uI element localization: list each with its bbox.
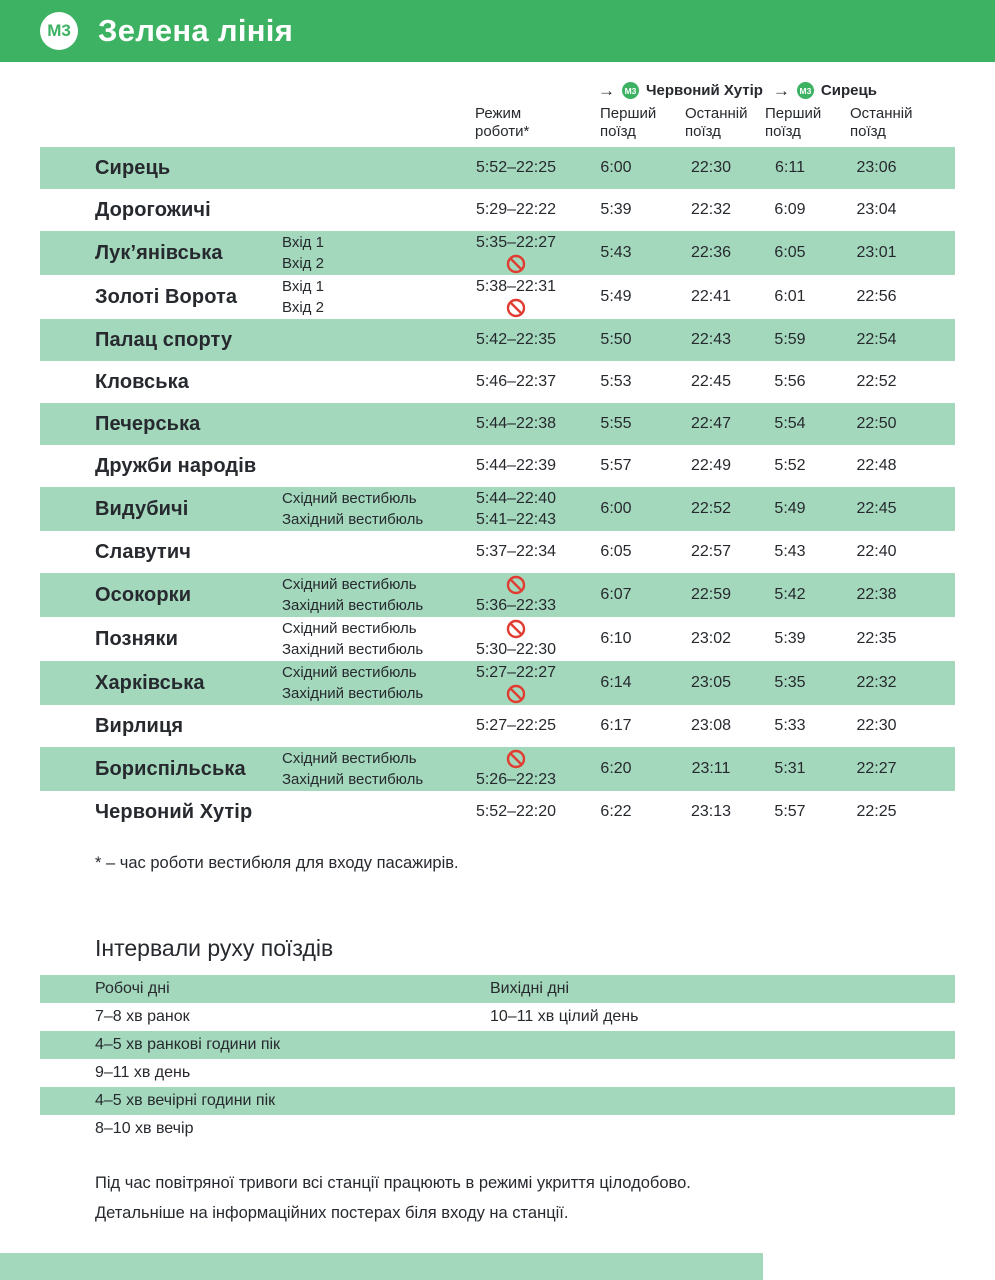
first-train-1: 6:22 (600, 803, 632, 820)
last-train-2: 22:40 (856, 543, 897, 560)
table-row-pozniaky (40, 617, 955, 661)
intervals-col1-header: Робочі дні (95, 980, 170, 997)
col-header-first-train-2: Перший поїзд (765, 105, 822, 140)
last-train-1: 23:11 (691, 760, 731, 777)
last-train-2: 22:32 (856, 674, 897, 691)
no-entry-icon (506, 684, 526, 704)
mode-hours: 5:52–22:20 (475, 803, 557, 820)
entry-label: Західний вестибюль (282, 685, 424, 702)
intervals-row: 9–11 хв день (95, 1064, 191, 1081)
entry-label: Західний вестибюль (282, 641, 424, 658)
footnote: * – час роботи вестибюля для входу пасажирів. (95, 854, 459, 872)
first-train-1: 6:14 (600, 674, 632, 691)
first-train-2: 6:09 (774, 201, 806, 218)
last-train-1: 23:13 (690, 803, 732, 820)
m3-badge-icon: M3 (622, 82, 639, 99)
entry-label: Східний вестибюль (282, 620, 417, 637)
notice-line: Детальніше на інформаційних постерах біля входу на станції. (95, 1204, 569, 1222)
station-name: Лук’янівська (95, 241, 223, 264)
entry-label: Східний вестибюль (282, 664, 417, 681)
first-train-1: 6:10 (600, 630, 632, 647)
station-name: Червоний Хутір (95, 800, 253, 823)
last-train-1: 22:32 (690, 201, 732, 218)
first-train-2: 6:05 (774, 244, 806, 261)
last-train-1: 22:45 (690, 373, 732, 390)
no-entry-icon (506, 575, 526, 595)
entry-label: Східний вестибюль (282, 576, 417, 593)
last-train-1: 22:49 (690, 457, 732, 474)
mode-hours (470, 618, 562, 639)
first-train-1: 5:39 (600, 201, 632, 218)
table-row-klovska (40, 361, 955, 403)
m3-line-badge-icon: M3 (40, 12, 78, 50)
table-row-dorohozhychi (40, 189, 955, 231)
mode-hours: 5:35–22:27 (475, 234, 557, 251)
first-train-1: 5:57 (600, 457, 632, 474)
mode-hours: 5:52–22:25 (475, 159, 557, 176)
station-name: Бориспільська (95, 757, 246, 780)
station-name: Харківська (95, 671, 205, 694)
mode-hours: 5:30–22:30 (475, 641, 557, 658)
mode-hours: 5:27–22:27 (475, 664, 557, 681)
entry-label: Вхід 1 (282, 234, 324, 251)
no-entry-icon (506, 749, 526, 769)
mode-hours: 5:36–22:33 (475, 597, 557, 614)
intervals-header-row (40, 975, 955, 1003)
direction-terminus: Червоний Хутір (646, 82, 763, 99)
table-row-chervonyi-khutir (40, 791, 955, 833)
mode-hours: 5:41–22:43 (475, 511, 557, 528)
last-train-1: 22:57 (690, 543, 732, 560)
last-train-2: 22:38 (856, 586, 897, 603)
table-row-vydubychi (40, 487, 955, 531)
mode-hours: 5:26–22:23 (475, 771, 557, 788)
mode-hours: 5:46–22:37 (475, 373, 557, 390)
arrow-right-icon: → (772, 81, 790, 100)
first-train-2: 5:54 (774, 415, 806, 432)
station-name: Видубичі (95, 497, 189, 520)
table-row-boryspilska (40, 747, 955, 791)
last-train-1: 22:41 (690, 288, 732, 305)
first-train-2: 5:33 (774, 717, 806, 734)
last-train-2: 22:54 (856, 331, 897, 348)
no-entry-icon (506, 298, 526, 318)
first-train-2: 5:49 (774, 500, 806, 517)
last-train-2: 23:01 (856, 244, 897, 261)
direction-1 (598, 82, 763, 99)
no-entry-icon (506, 619, 526, 639)
col-header-last-train-2: Останній поїзд (850, 105, 913, 140)
last-train-2: 23:04 (856, 201, 897, 218)
first-train-2: 5:31 (774, 760, 806, 777)
timetable (40, 147, 955, 833)
table-row-slavutych (40, 531, 955, 573)
last-train-1: 22:43 (690, 331, 732, 348)
first-train-2: 5:42 (774, 586, 806, 603)
first-train-1: 6:00 (600, 159, 632, 176)
entry-label: Західний вестибюль (282, 511, 424, 528)
station-name: Дорогожичі (95, 198, 211, 221)
first-train-2: 6:01 (774, 288, 806, 305)
last-train-2: 22:30 (856, 717, 897, 734)
mode-hours: 5:38–22:31 (475, 278, 557, 295)
first-train-2: 5:43 (774, 543, 806, 560)
table-row-kharkivska (40, 661, 955, 705)
content (0, 80, 995, 1228)
table-row-druzhby-narodiv (40, 445, 955, 487)
last-train-1: 22:59 (690, 586, 732, 603)
last-train-2: 22:25 (856, 803, 897, 820)
first-train-1: 5:50 (600, 331, 632, 348)
mode-hours (470, 748, 562, 769)
direction-2 (773, 82, 877, 99)
mode-hours: 5:44–22:39 (475, 457, 557, 474)
mode-hours: 5:42–22:35 (475, 331, 557, 348)
arrow-right-icon: → (598, 81, 615, 100)
last-train-1: 22:30 (690, 159, 732, 176)
table-row-osokorky (40, 573, 955, 617)
first-train-1: 6:00 (600, 500, 632, 517)
last-train-2: 22:52 (856, 373, 897, 390)
first-train-2: 5:52 (774, 457, 806, 474)
first-train-2: 5:59 (774, 331, 806, 348)
last-train-2: 22:48 (856, 457, 897, 474)
first-train-1: 5:53 (600, 373, 632, 390)
station-name: Палац спорту (95, 328, 233, 351)
entry-label: Східний вестибюль (282, 490, 417, 507)
last-train-2: 22:56 (856, 288, 897, 305)
mode-hours: 5:44–22:38 (475, 415, 557, 432)
no-entry-icon (506, 254, 526, 274)
intervals-row: 4–5 хв ранкові години пік (40, 1031, 955, 1059)
entry-label: Східний вестибюль (282, 750, 417, 767)
first-train-2: 5:56 (774, 373, 806, 390)
station-name: Вирлиця (95, 714, 184, 737)
intervals-col2-header: Вихідні дні (490, 980, 570, 997)
last-train-2: 22:35 (856, 630, 897, 647)
entry-label: Вхід 2 (282, 299, 324, 316)
footer-bar (0, 1253, 763, 1280)
mode-hours: 5:44–22:40 (475, 490, 557, 507)
mode-hours: 5:27–22:25 (475, 717, 557, 734)
last-train-1: 22:36 (690, 244, 732, 261)
mode-hours (470, 683, 562, 704)
station-name: Сирець (95, 156, 171, 179)
last-train-1: 23:02 (690, 630, 732, 647)
last-train-1: 23:08 (690, 717, 732, 734)
notice-line: Під час повітряної тривоги всі станції працюють в режимі укриття цілодобово. (95, 1174, 691, 1192)
station-name: Золоті Ворота (95, 285, 238, 308)
col-header-mode: Режим роботи* (475, 105, 530, 140)
table-row-vyrlytsia (40, 705, 955, 747)
table-row-pecherska (40, 403, 955, 445)
table-row-syrets (40, 147, 955, 189)
station-name: Славутич (95, 540, 191, 563)
column-headers (40, 105, 955, 147)
last-train-1: 22:47 (690, 415, 732, 432)
last-train-1: 22:52 (690, 500, 732, 517)
first-train-1: 5:43 (600, 244, 632, 261)
first-train-1: 6:17 (600, 717, 632, 734)
intervals-table (40, 975, 955, 1143)
table-row-palats-sportu (40, 319, 955, 361)
intervals-title: Інтервали руху поїздів (95, 935, 334, 961)
first-train-1: 6:20 (600, 760, 632, 777)
col-header-first-train-1: Перший поїзд (600, 105, 657, 140)
mode-hours: 5:37–22:34 (475, 543, 557, 560)
intervals-row: 4–5 хв вечірні години пік (40, 1087, 955, 1115)
first-train-1: 5:49 (600, 288, 632, 305)
first-train-2: 5:35 (774, 674, 806, 691)
entry-label: Західний вестибюль (282, 771, 424, 788)
first-train-1: 6:05 (600, 543, 632, 560)
station-name: Печерська (95, 412, 201, 435)
last-train-2: 22:50 (856, 415, 897, 432)
table-row-lukianivska (40, 231, 955, 275)
entry-label: Вхід 1 (282, 278, 324, 295)
m3-badge-icon: M3 (797, 82, 814, 99)
last-train-2: 23:06 (856, 159, 897, 176)
line-header (0, 0, 995, 62)
direction-terminus: Сирець (820, 82, 877, 99)
first-train-1: 5:55 (600, 415, 632, 432)
station-name: Осокорки (95, 583, 192, 606)
first-train-2: 5:39 (774, 630, 806, 647)
intervals-row: 8–10 хв вечір (95, 1120, 194, 1137)
last-train-1: 23:05 (690, 674, 732, 691)
page-title: Зелена лінія (98, 13, 294, 48)
station-name: Позняки (95, 627, 179, 650)
station-name: Дружби народів (95, 454, 257, 477)
last-train-2: 22:27 (856, 760, 897, 777)
station-name: Кловська (95, 370, 190, 393)
first-train-2: 5:57 (774, 803, 806, 820)
col-header-last-train-1: Останній поїзд (685, 105, 748, 140)
mode-hours (470, 253, 562, 274)
mode-hours: 5:29–22:22 (475, 201, 557, 218)
air-raid-notice (40, 1168, 955, 1228)
intervals-row: 7–8 хв ранок 10–11 хв цілий день (95, 1008, 639, 1025)
table-row-zoloti-vorota (40, 275, 955, 319)
last-train-2: 22:45 (856, 500, 897, 517)
entry-label: Вхід 2 (282, 255, 324, 272)
first-train-2: 6:11 (775, 159, 805, 176)
first-train-1: 6:07 (600, 586, 632, 603)
direction-header (40, 80, 955, 101)
entry-label: Західний вестибюль (282, 597, 424, 614)
mode-hours (470, 297, 562, 318)
mode-hours (470, 574, 562, 595)
